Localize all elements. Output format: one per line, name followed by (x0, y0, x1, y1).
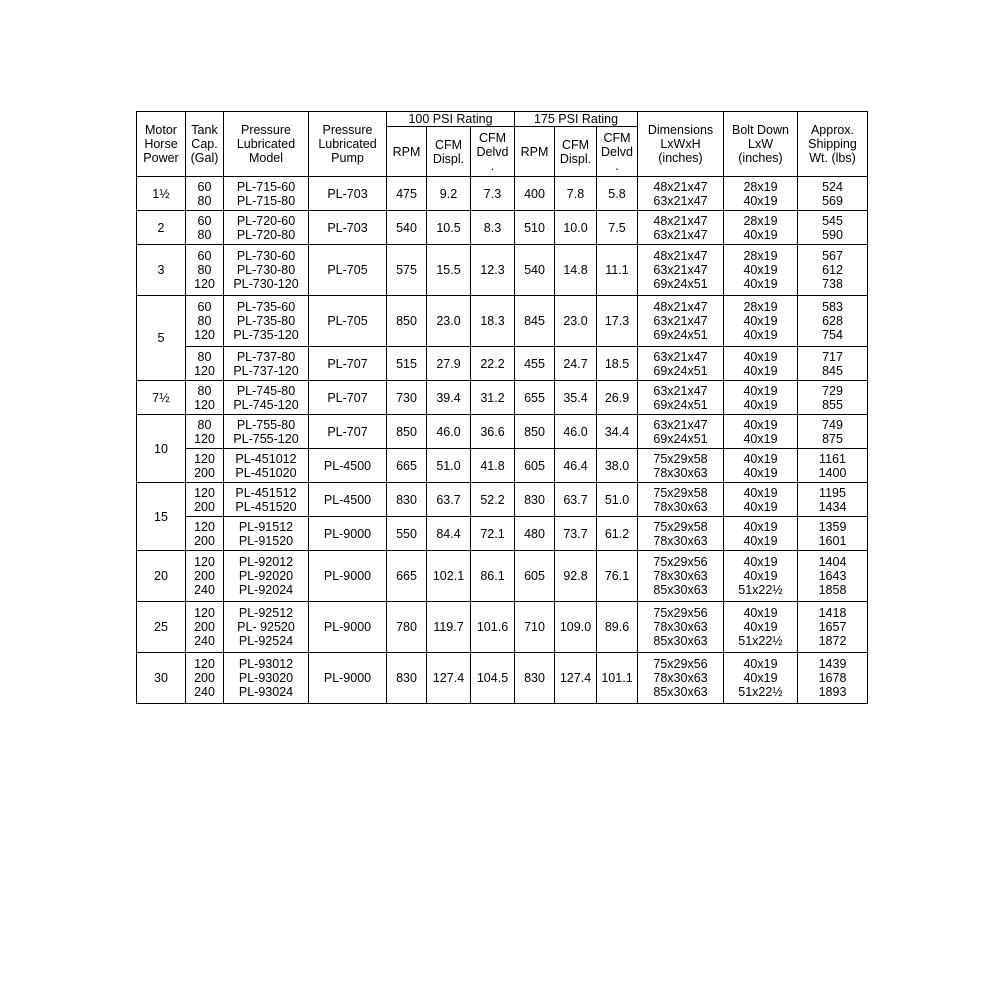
cfm-displ-100-cell: 119.7 (427, 602, 471, 653)
dimensions-cell: 75x29x58 78x30x63 (638, 449, 724, 483)
cfm-displ-100-cell: 51.0 (427, 449, 471, 483)
dimensions-cell: 48x21x47 63x21x47 (638, 177, 724, 211)
cfm-delvd-175-cell: 51.0 (597, 483, 638, 517)
dimensions-cell: 75x29x56 78x30x63 85x30x63 (638, 602, 724, 653)
rpm-175-cell: 510 (515, 211, 555, 245)
table-row (137, 245, 868, 296)
pump-cell: PL-9000 (309, 602, 387, 653)
pump-cell: PL-4500 (309, 483, 387, 517)
model-cell: PL-755-80 PL-755-120 (224, 415, 309, 449)
tank-cell: 120 200 (186, 449, 224, 483)
model-cell: PL-730-60 PL-730-80 PL-730-120 (224, 245, 309, 296)
cfm-displ-100-cell: 39.4 (427, 381, 471, 415)
model-cell: PL-720-60 PL-720-80 (224, 211, 309, 245)
cfm-delvd-100-cell: 36.6 (471, 415, 515, 449)
header-100-psi-rating: 100 PSI Rating (387, 112, 515, 127)
motor-hp-cell: 15 (137, 483, 186, 551)
pump-cell: PL-705 (309, 296, 387, 347)
cfm-delvd-175-cell: 34.4 (597, 415, 638, 449)
table-row (137, 381, 868, 415)
bolt-down-cell: 40x19 40x19 51x22½ (724, 551, 798, 602)
pump-cell: PL-9000 (309, 653, 387, 704)
tank-cell: 80 120 (186, 347, 224, 381)
rpm-175-cell: 830 (515, 653, 555, 704)
rpm-175-cell: 540 (515, 245, 555, 296)
cfm-delvd-100-cell: 104.5 (471, 653, 515, 704)
dimensions-cell: 75x29x56 78x30x63 85x30x63 (638, 653, 724, 704)
motor-hp-cell: 30 (137, 653, 186, 704)
table-row (137, 211, 868, 245)
table-row (137, 449, 868, 483)
bolt-down-cell: 40x19 40x19 (724, 483, 798, 517)
tank-cell: 120 200 240 (186, 551, 224, 602)
rpm-175-cell: 605 (515, 449, 555, 483)
cfm-displ-175-cell: 24.7 (555, 347, 597, 381)
header-175-psi-rating: 175 PSI Rating (515, 112, 638, 127)
rpm-100-cell: 540 (387, 211, 427, 245)
cfm-displ-175-cell: 35.4 (555, 381, 597, 415)
motor-hp-cell: 1½ (137, 177, 186, 211)
shipping-weight-cell: 729 855 (798, 381, 868, 415)
model-cell: PL-737-80 PL-737-120 (224, 347, 309, 381)
tank-cell: 120 200 (186, 517, 224, 551)
cfm-displ-100-cell: 84.4 (427, 517, 471, 551)
tank-cell: 60 80 120 (186, 296, 224, 347)
bolt-down-cell: 40x19 40x19 (724, 347, 798, 381)
motor-hp-cell: 7½ (137, 381, 186, 415)
tank-cell: 120 200 (186, 483, 224, 517)
bolt-down-cell: 40x19 40x19 51x22½ (724, 653, 798, 704)
table-row (137, 602, 868, 653)
cfm-displ-175-cell: 46.4 (555, 449, 597, 483)
header-cfm-displ-100: CFM Displ. (427, 127, 471, 177)
rpm-175-cell: 830 (515, 483, 555, 517)
model-cell: PL-451512 PL-451520 (224, 483, 309, 517)
rpm-100-cell: 830 (387, 653, 427, 704)
header-rpm-175: RPM (515, 127, 555, 177)
cfm-displ-175-cell: 10.0 (555, 211, 597, 245)
tank-cell: 120 200 240 (186, 653, 224, 704)
table-row (137, 483, 868, 517)
pump-cell: PL-707 (309, 415, 387, 449)
model-cell: PL-91512 PL-91520 (224, 517, 309, 551)
shipping-weight-cell: 1439 1678 1893 (798, 653, 868, 704)
dimensions-cell: 63x21x47 69x24x51 (638, 347, 724, 381)
shipping-weight-cell: 583 628 754 (798, 296, 868, 347)
tank-cell: 80 120 (186, 415, 224, 449)
dimensions-cell: 75x29x58 78x30x63 (638, 483, 724, 517)
header-cfm-delvd-100: CFM Delvd . (471, 127, 515, 177)
rpm-100-cell: 830 (387, 483, 427, 517)
compressor-spec-table (136, 111, 868, 704)
rpm-175-cell: 455 (515, 347, 555, 381)
cfm-delvd-100-cell: 12.3 (471, 245, 515, 296)
dimensions-cell: 48x21x47 63x21x47 69x24x51 (638, 245, 724, 296)
cfm-delvd-100-cell: 86.1 (471, 551, 515, 602)
shipping-weight-cell: 567 612 738 (798, 245, 868, 296)
cfm-delvd-175-cell: 89.6 (597, 602, 638, 653)
tank-cell: 60 80 (186, 211, 224, 245)
shipping-weight-cell: 1404 1643 1858 (798, 551, 868, 602)
cfm-displ-100-cell: 10.5 (427, 211, 471, 245)
cfm-displ-175-cell: 46.0 (555, 415, 597, 449)
model-cell: PL-735-60 PL-735-80 PL-735-120 (224, 296, 309, 347)
header-shipping-weight: Approx. Shipping Wt. (lbs) (798, 112, 868, 177)
cfm-delvd-100-cell: 7.3 (471, 177, 515, 211)
rpm-100-cell: 780 (387, 602, 427, 653)
header-bolt-down: Bolt Down LxW (inches) (724, 112, 798, 177)
cfm-delvd-100-cell: 31.2 (471, 381, 515, 415)
dimensions-cell: 48x21x47 63x21x47 69x24x51 (638, 296, 724, 347)
cfm-displ-175-cell: 127.4 (555, 653, 597, 704)
bolt-down-cell: 28x19 40x19 (724, 177, 798, 211)
cfm-delvd-175-cell: 18.5 (597, 347, 638, 381)
cfm-delvd-175-cell: 38.0 (597, 449, 638, 483)
header-cfm-delvd-175: CFM Delvd . (597, 127, 638, 177)
motor-hp-cell: 10 (137, 415, 186, 483)
rpm-175-cell: 845 (515, 296, 555, 347)
rpm-100-cell: 730 (387, 381, 427, 415)
shipping-weight-cell: 717 845 (798, 347, 868, 381)
table-row (137, 517, 868, 551)
cfm-displ-175-cell: 73.7 (555, 517, 597, 551)
shipping-weight-cell: 749 875 (798, 415, 868, 449)
rpm-100-cell: 475 (387, 177, 427, 211)
shipping-weight-cell: 524 569 (798, 177, 868, 211)
cfm-delvd-175-cell: 17.3 (597, 296, 638, 347)
cfm-delvd-175-cell: 11.1 (597, 245, 638, 296)
cfm-displ-175-cell: 14.8 (555, 245, 597, 296)
pump-cell: PL-4500 (309, 449, 387, 483)
tank-cell: 60 80 (186, 177, 224, 211)
model-cell: PL-92012 PL-92020 PL-92024 (224, 551, 309, 602)
rpm-100-cell: 665 (387, 449, 427, 483)
dimensions-cell: 63x21x47 69x24x51 (638, 381, 724, 415)
bolt-down-cell: 40x19 40x19 (724, 415, 798, 449)
model-cell: PL-92512 PL- 92520 PL-92524 (224, 602, 309, 653)
table-row (137, 296, 868, 347)
header-rpm-100: RPM (387, 127, 427, 177)
cfm-delvd-100-cell: 101.6 (471, 602, 515, 653)
rpm-100-cell: 850 (387, 296, 427, 347)
motor-hp-cell: 25 (137, 602, 186, 653)
pump-cell: PL-703 (309, 177, 387, 211)
model-cell: PL-451012 PL-451020 (224, 449, 309, 483)
cfm-delvd-100-cell: 52.2 (471, 483, 515, 517)
cfm-delvd-100-cell: 8.3 (471, 211, 515, 245)
bolt-down-cell: 40x19 40x19 (724, 449, 798, 483)
header-tank-capacity: Tank Cap. (Gal) (186, 112, 224, 177)
bolt-down-cell: 28x19 40x19 40x19 (724, 296, 798, 347)
motor-hp-cell: 2 (137, 211, 186, 245)
table-row (137, 415, 868, 449)
pump-cell: PL-707 (309, 347, 387, 381)
cfm-delvd-175-cell: 61.2 (597, 517, 638, 551)
cfm-displ-100-cell: 9.2 (427, 177, 471, 211)
header-model: Pressure Lubricated Model (224, 112, 309, 177)
motor-hp-cell: 20 (137, 551, 186, 602)
cfm-delvd-175-cell: 76.1 (597, 551, 638, 602)
cfm-displ-100-cell: 63.7 (427, 483, 471, 517)
header-motor-horse-power: Motor Horse Power (137, 112, 186, 177)
cfm-displ-100-cell: 23.0 (427, 296, 471, 347)
dimensions-cell: 63x21x47 69x24x51 (638, 415, 724, 449)
cfm-displ-175-cell: 92.8 (555, 551, 597, 602)
rpm-175-cell: 850 (515, 415, 555, 449)
table-body (137, 177, 868, 704)
pump-cell: PL-9000 (309, 517, 387, 551)
shipping-weight-cell: 1418 1657 1872 (798, 602, 868, 653)
cfm-displ-100-cell: 102.1 (427, 551, 471, 602)
pump-cell: PL-703 (309, 211, 387, 245)
shipping-weight-cell: 1195 1434 (798, 483, 868, 517)
rpm-175-cell: 400 (515, 177, 555, 211)
cfm-delvd-100-cell: 22.2 (471, 347, 515, 381)
pump-cell: PL-705 (309, 245, 387, 296)
table-row (137, 551, 868, 602)
header-cfm-displ-175: CFM Displ. (555, 127, 597, 177)
rpm-100-cell: 575 (387, 245, 427, 296)
cfm-displ-100-cell: 15.5 (427, 245, 471, 296)
bolt-down-cell: 40x19 40x19 (724, 517, 798, 551)
cfm-displ-175-cell: 7.8 (555, 177, 597, 211)
shipping-weight-cell: 1359 1601 (798, 517, 868, 551)
dimensions-cell: 75x29x58 78x30x63 (638, 517, 724, 551)
rpm-175-cell: 655 (515, 381, 555, 415)
header-dimensions: Dimensions LxWxH (inches) (638, 112, 724, 177)
cfm-displ-100-cell: 46.0 (427, 415, 471, 449)
shipping-weight-cell: 1161 1400 (798, 449, 868, 483)
cfm-delvd-100-cell: 72.1 (471, 517, 515, 551)
cfm-delvd-175-cell: 101.1 (597, 653, 638, 704)
table-row (137, 177, 868, 211)
rpm-100-cell: 850 (387, 415, 427, 449)
model-cell: PL-93012 PL-93020 PL-93024 (224, 653, 309, 704)
header-pump: Pressure Lubricated Pump (309, 112, 387, 177)
model-cell: PL-715-60 PL-715-80 (224, 177, 309, 211)
rpm-175-cell: 605 (515, 551, 555, 602)
model-cell: PL-745-80 PL-745-120 (224, 381, 309, 415)
table-row (137, 653, 868, 704)
rpm-175-cell: 710 (515, 602, 555, 653)
rpm-100-cell: 665 (387, 551, 427, 602)
cfm-delvd-175-cell: 26.9 (597, 381, 638, 415)
shipping-weight-cell: 545 590 (798, 211, 868, 245)
rpm-100-cell: 550 (387, 517, 427, 551)
bolt-down-cell: 40x19 40x19 51x22½ (724, 602, 798, 653)
cfm-delvd-175-cell: 7.5 (597, 211, 638, 245)
pump-cell: PL-9000 (309, 551, 387, 602)
tank-cell: 120 200 240 (186, 602, 224, 653)
cfm-displ-175-cell: 63.7 (555, 483, 597, 517)
rpm-100-cell: 515 (387, 347, 427, 381)
table-row (137, 347, 868, 381)
cfm-displ-175-cell: 109.0 (555, 602, 597, 653)
motor-hp-cell: 5 (137, 296, 186, 381)
rpm-175-cell: 480 (515, 517, 555, 551)
pump-cell: PL-707 (309, 381, 387, 415)
cfm-displ-175-cell: 23.0 (555, 296, 597, 347)
bolt-down-cell: 28x19 40x19 40x19 (724, 245, 798, 296)
motor-hp-cell: 3 (137, 245, 186, 296)
tank-cell: 60 80 120 (186, 245, 224, 296)
cfm-delvd-175-cell: 5.8 (597, 177, 638, 211)
cfm-delvd-100-cell: 41.8 (471, 449, 515, 483)
dimensions-cell: 75x29x56 78x30x63 85x30x63 (638, 551, 724, 602)
tank-cell: 80 120 (186, 381, 224, 415)
cfm-displ-100-cell: 27.9 (427, 347, 471, 381)
bolt-down-cell: 28x19 40x19 (724, 211, 798, 245)
dimensions-cell: 48x21x47 63x21x47 (638, 211, 724, 245)
cfm-displ-100-cell: 127.4 (427, 653, 471, 704)
cfm-delvd-100-cell: 18.3 (471, 296, 515, 347)
bolt-down-cell: 40x19 40x19 (724, 381, 798, 415)
